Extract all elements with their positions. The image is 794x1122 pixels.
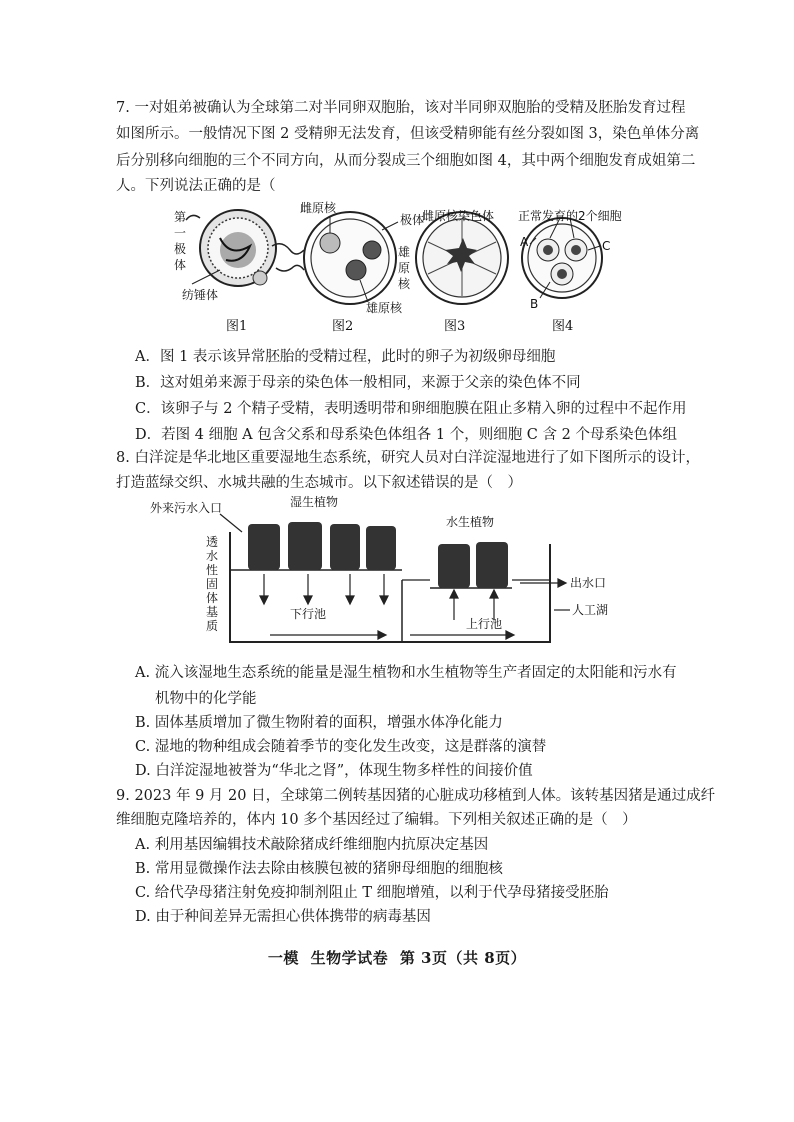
q8-option-a: A. 流入该湿地生态系统的能量是湿生植物和水生植物等生产者固定的太阳能和污水有 <box>135 665 677 681</box>
fig1-polar-label-1: 第 <box>174 210 187 224</box>
q8-down-pool-label: 下行池 <box>290 607 327 621</box>
fig3-mitosis-diagram <box>416 212 508 304</box>
fig2-male-side-label-2: 原 <box>398 261 411 275</box>
fig1-polar-label-2: 一 <box>174 226 187 240</box>
page-footer <box>0 947 794 968</box>
q9-stem-line-2: 维细胞克隆培养的，体内 10 多个基因经过了编辑。下列相关叙述正确的是（ ） <box>116 812 637 828</box>
q9-option-d: D. 由于种间差异无需担心供体携带的病毒基因 <box>135 909 431 925</box>
q8-substrate-label-6: 基 <box>206 605 219 619</box>
fig3-caption: 图3 <box>444 319 466 334</box>
q8-option-b: B. 固体基质增加了微生物附着的面积，增强水体净化能力 <box>135 715 503 731</box>
q8-aquatic-plants-label: 水生植物 <box>446 515 495 529</box>
fig4-normal-cells-label: 正常发育的2个细胞 <box>518 209 622 223</box>
fig4-three-cells-diagram <box>522 218 602 298</box>
fig2-female-pronucleus-label: 雌原核 <box>300 201 337 215</box>
q8-substrate-label-3: 性 <box>206 563 219 577</box>
q8-option-c: C. 湿地的物种组成会随着季节的变化发生改变，这是群落的演替 <box>135 739 547 755</box>
q7-option-a: A．图 1 表示该异常胚胎的受精过程，此时的卵子为初级卵母细胞 <box>135 349 556 365</box>
q8-stem-line-1: 8. 白洋淀是华北地区重要湿地生态系统，研究人员对白洋淀湿地进行了如下图所示的设计， <box>116 450 700 466</box>
fig4-label-a: A <box>520 235 529 249</box>
q8-wet-plants-label: 湿生植物 <box>290 495 339 509</box>
q7-option-c: C．该卵子与 2 个精子受精，表明透明带和卵细胞膜在阻止多精入卵的过程中不起作用 <box>135 401 687 417</box>
fig1-polar-label-3: 极 <box>174 242 187 256</box>
q9-stem-line-1: 9. 2023 年 9 月 20 日，全球第二例转基因猪的心脏成功移植到人体。该转基因猪是通过成纤 <box>116 788 716 804</box>
fig4-label-b: B <box>530 297 539 311</box>
fig2-male-side-label-3: 核 <box>398 277 411 291</box>
q7-stem-line-3: 后分别移向细胞的三个不同方向，从而分裂成三个细胞如图 4，其中两个细胞发育成姐第二 <box>116 153 696 169</box>
wet-plants-illustration <box>248 522 396 570</box>
fig2-zygote-diagram <box>304 212 398 304</box>
q7-stem-line-1: 7. 一对姐弟被确认为全球第二对半同卵双胞胎，该对半同卵双胞胎的受精及胚胎发育过程 <box>116 100 686 116</box>
q7-option-b: B．这对姐弟来源于母亲的染色体一般相同，来源于父亲的染色体不同 <box>135 375 581 391</box>
q7-stem-line-4: 人。下列说法正确的是（ <box>116 178 276 194</box>
q7-stem-line-2: 如图所示。一般情况下图 2 受精卵无法发育，但该受精卵能有丝分裂如图 3，染色单体分离 <box>116 126 700 142</box>
q9-option-a: A. 利用基因编辑技术敲除猪成纤维细胞内抗原决定基因 <box>135 837 489 853</box>
q8-substrate-label-4: 固 <box>206 577 219 591</box>
q8-up-pool-label: 上行池 <box>466 617 503 631</box>
q8-outlet-label: 出水口 <box>570 576 607 590</box>
fig1-spindle-label: 纺锤体 <box>182 288 219 302</box>
fig1-polar-label-4: 体 <box>174 258 187 272</box>
q9-option-c: C. 给代孕母猪注射免疫抑制剂阻止 T 细胞增殖，以利于代孕母猪接受胚胎 <box>135 885 609 901</box>
footer-subject: 生物学试卷 <box>310 949 389 967</box>
fig2-caption: 图2 <box>332 319 354 334</box>
q8-wetland-diagram <box>140 492 620 648</box>
q8-lake-label: 人工湖 <box>572 603 609 617</box>
fig1-caption: 图1 <box>226 319 248 334</box>
fig4-label-c: C <box>602 239 611 253</box>
q8-substrate-label-7: 质 <box>206 619 219 633</box>
fig4-caption: 图4 <box>552 319 574 334</box>
q8-inlet-label: 外来污水入口 <box>150 501 223 515</box>
q9-option-b: B. 常用显微操作法去除由核膜包被的猪卵母细胞的细胞核 <box>135 861 503 877</box>
footer-exam: 一模 <box>267 949 299 967</box>
q8-substrate-label-5: 体 <box>206 591 219 605</box>
q7-option-d: D．若图 4 细胞 A 包含父系和母系染色体组各 1 个，则细胞 C 含 2 个母系染色体组 <box>135 427 677 443</box>
q8-option-a-cont: 机物中的化学能 <box>155 691 257 707</box>
fig1-egg-diagram <box>186 210 304 286</box>
fig2-male-bottom-label: 雄原核 <box>366 301 403 315</box>
q7-figure <box>160 198 640 338</box>
aquatic-plants-illustration <box>438 542 508 588</box>
q8-option-d: D. 白洋淀湿地被誉为“华北之肾”，体现生物多样性的间接价值 <box>135 763 533 779</box>
fig3-female-chromosome-label: 雌原核染色体 <box>422 209 495 223</box>
fig2-polar-label: 极体 <box>400 213 425 227</box>
q8-substrate-label-2: 水 <box>206 549 219 563</box>
footer-page-number: 第 3页（共 8页） <box>399 949 527 967</box>
q8-stem-line-2: 打造蓝绿交织、水城共融的生态城市。以下叙述错误的是（ ） <box>116 475 522 491</box>
q8-substrate-label-1: 透 <box>206 535 219 549</box>
fig2-male-side-label-1: 雄 <box>398 245 411 259</box>
